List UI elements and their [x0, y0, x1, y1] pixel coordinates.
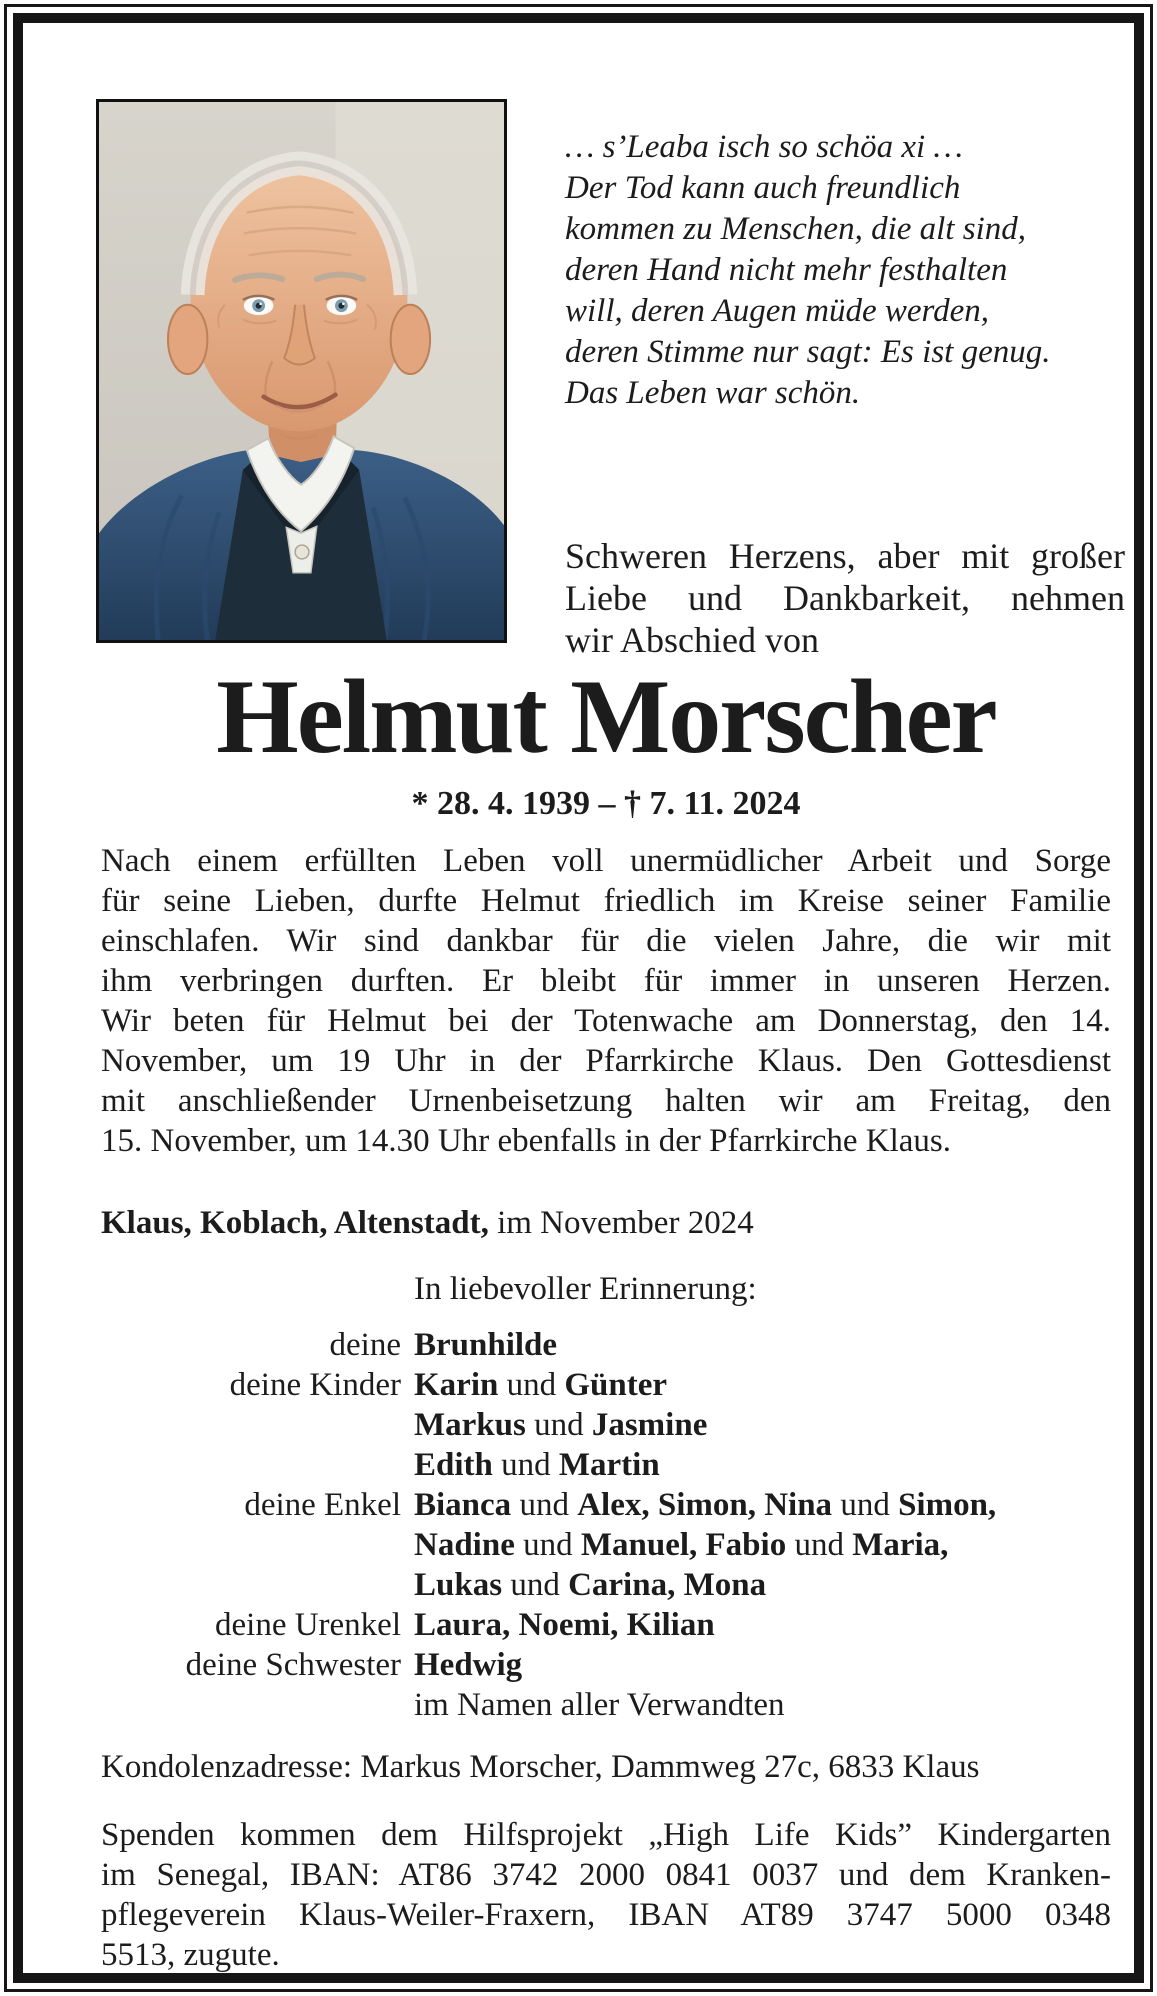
family-row-label: deine Urenkel: [215, 1607, 401, 1643]
donation-info: [101, 1815, 1111, 1975]
family-row: [101, 1405, 1111, 1445]
text-line: 15. November, um 14.30 Uhr ebenfalls in der Pfarrkirche Klaus.: [101, 1123, 952, 1159]
deceased-name: Helmut Morscher: [216, 658, 996, 775]
family-row-names: [414, 1565, 1111, 1605]
text-line: wir Abschied von: [565, 620, 819, 660]
remembrance-heading: In liebevoller Erinnerung:: [414, 1271, 757, 1307]
family-connector-text: im Namen aller Verwandten: [414, 1687, 785, 1723]
text-line: Wir beten für Helmut bei der Totenwache am Donnerstag, den 14.: [101, 1003, 1111, 1039]
text-line: pflegeverein Klaus-Weiler-Fraxern, IBAN AT89 3747 5000 0348: [101, 1897, 1111, 1933]
text-line: November, um 19 Uhr in der Pfarrkirche Klaus. Den Gottesdienst: [101, 1043, 1111, 1079]
family-row-label: [101, 1525, 414, 1565]
text-line: kommen zu Menschen, die alt sind,: [565, 211, 1026, 247]
text-line: 5513, zugute.: [101, 1937, 280, 1973]
family-member-name: Nadine: [414, 1527, 515, 1563]
family-member-name: Alex, Simon, Nina: [577, 1487, 833, 1523]
family-connector-text: und: [523, 1527, 573, 1563]
dateline-places: Klaus, Koblach, Altenstadt,: [101, 1205, 489, 1241]
text-line: Schweren Herzens, aber mit großer: [565, 536, 1125, 576]
family-row-label: deine Enkel: [244, 1487, 401, 1523]
family-row-names: [414, 1525, 1111, 1565]
inner-frame-rule: [13, 13, 1144, 1983]
family-row-label: [101, 1405, 414, 1445]
family-member-name: Martin: [558, 1447, 660, 1483]
family-member-name: Bianca: [414, 1487, 512, 1523]
text-line: deren Stimme nur sagt: Es ist genug.: [565, 334, 1051, 370]
family-row: [101, 1645, 1111, 1685]
portrait-photo: [96, 99, 507, 643]
text-line: will, deren Augen müde werden,: [565, 293, 990, 329]
family-connector-text: und: [534, 1407, 584, 1443]
text-line: Spenden kommen dem Hilfsprojekt „High Life Kids” Kindergarten: [101, 1817, 1111, 1853]
family-row-label: deine Schwester: [185, 1647, 401, 1683]
family-row: [101, 1685, 1111, 1725]
family-row: [101, 1605, 1111, 1645]
text-line: … s’Leaba isch so schöa xi …: [565, 129, 963, 165]
family-connector-text: und: [510, 1567, 560, 1603]
text-line: Liebe und Dankbarkeit, nehmen: [565, 578, 1125, 618]
family-row-names: [414, 1685, 1111, 1725]
family-member-name: Carina, Mona: [568, 1567, 767, 1603]
text-line: einschlafen. Wir sind dankbar für die vielen Jahre, die wir mit: [101, 923, 1111, 959]
family-member-name: Günter: [564, 1367, 668, 1403]
text-line: Nach einem erfüllten Leben voll unermüdlicher Arbeit und Sorge: [101, 843, 1111, 879]
family-row: [101, 1565, 1111, 1605]
family-row-label: [101, 1445, 414, 1485]
family-member-name: Manuel, Fabio: [580, 1527, 787, 1563]
text-line: ihm verbringen durften. Er bleibt für immer in unseren Herzen.: [101, 963, 1111, 999]
family-connector-text: und: [840, 1487, 890, 1523]
text-line: im Senegal, IBAN: AT86 3742 2000 0841 0037 und dem Kranken-: [101, 1857, 1111, 1893]
text-line: deren Hand nicht mehr festhalten: [565, 252, 1008, 288]
family-member-name: Hedwig: [414, 1647, 523, 1683]
life-dates: * 28. 4. 1939 – † 7. 11. 2024: [411, 785, 801, 822]
family-member-name: Jasmine: [591, 1407, 708, 1443]
family-member-name: Edith: [414, 1447, 493, 1483]
text-line: Der Tod kann auch freundlich: [565, 170, 961, 206]
portrait-illustration: [99, 102, 504, 640]
family-row-label: [101, 1565, 414, 1605]
family-row-names: [414, 1485, 1111, 1525]
family-member-name: Simon,: [898, 1487, 997, 1523]
family-row: [101, 1445, 1111, 1485]
family-row: [101, 1485, 1111, 1525]
condolence-address: Kondolenzadresse: Markus Morscher, Dammweg 27c, 6833 Klaus: [101, 1749, 980, 1785]
outer-frame-rule: [4, 4, 1153, 1992]
right-ear: [391, 305, 430, 374]
family-member-name: Maria,: [852, 1527, 949, 1563]
family-connector-text: und: [501, 1447, 551, 1483]
family-member-name: Markus: [414, 1407, 526, 1443]
obituary-text: [101, 841, 1111, 1161]
family-member-name: Lukas: [414, 1567, 503, 1603]
text-line: mit anschließender Urnenbeisetzung halten wir am Freitag, den: [101, 1083, 1111, 1119]
dateline-date: im November 2024: [488, 1205, 754, 1241]
family-row: [101, 1525, 1111, 1565]
text-line: Das Leben war schön.: [565, 375, 861, 411]
family-member-name: Brunhilde: [414, 1327, 558, 1363]
family-row-names: [414, 1445, 1111, 1485]
family-row-names: [414, 1405, 1111, 1445]
family-row-names: [414, 1605, 1111, 1645]
shirt-button: [295, 545, 309, 559]
family-row-names: [414, 1325, 1111, 1365]
family-row: [101, 1325, 1111, 1365]
dateline: [101, 1203, 1111, 1243]
family-row-names: [414, 1365, 1111, 1405]
family-connector-text: und: [506, 1367, 557, 1403]
text-line: für seine Lieben, durfte Helmut friedlich im Kreise seiner Familie: [101, 883, 1111, 919]
farewell-intro: [565, 535, 1125, 661]
family-member-name: Karin: [414, 1367, 499, 1403]
family-row: [101, 1365, 1111, 1405]
left-ear: [168, 305, 207, 374]
family-member-name: Laura, Noemi, Kilian: [414, 1607, 715, 1643]
family-connector-text: und: [519, 1487, 569, 1523]
family-connector-text: und: [794, 1527, 844, 1563]
memorial-quote: [565, 127, 1125, 414]
family-row-label: deine Kinder: [229, 1367, 401, 1403]
family-row-names: [414, 1645, 1111, 1685]
family-row-label: deine: [329, 1327, 401, 1363]
family-row-label: [101, 1685, 414, 1725]
family-list: [101, 1325, 1111, 1725]
